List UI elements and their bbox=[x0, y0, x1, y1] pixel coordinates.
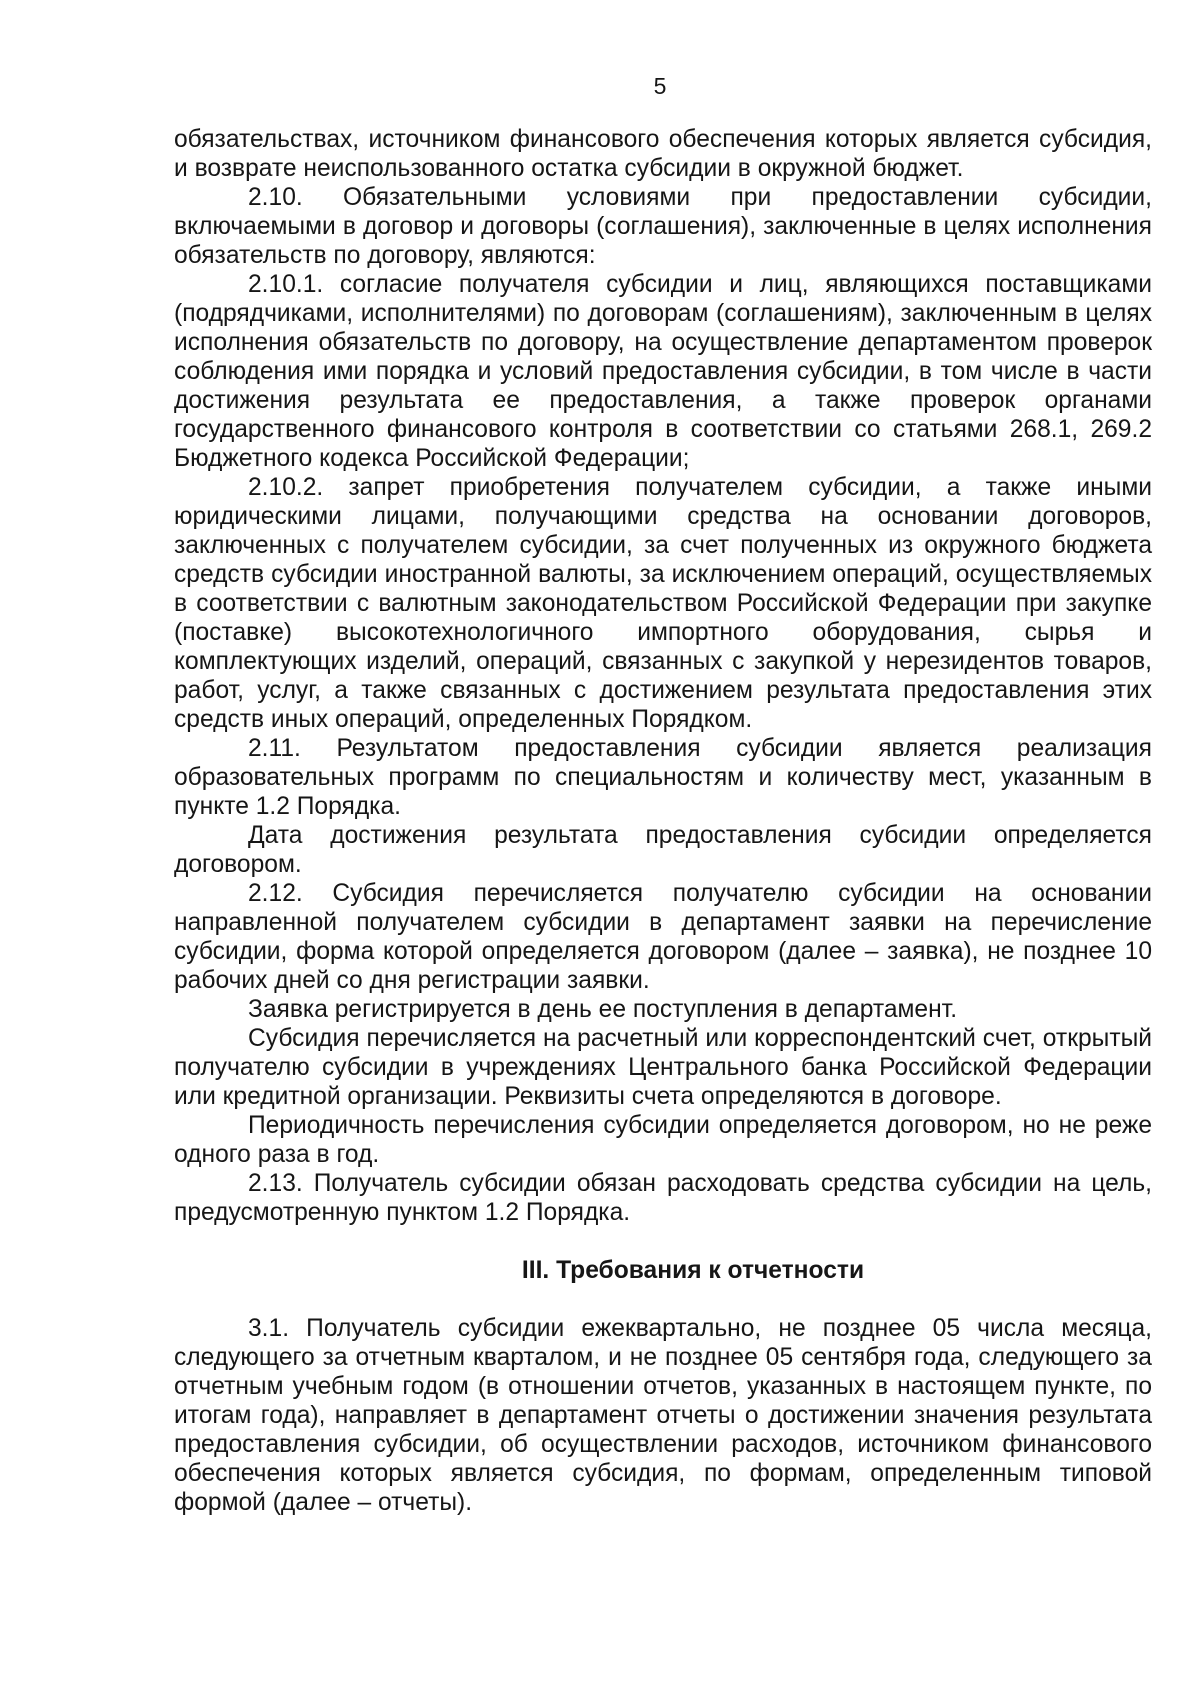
paragraph-3-1: 3.1. Получатель субсидии ежеквартально, не позднее 05 числа месяца, следующего за отчетным кварталом, и не позднее 05 сентября года, следующего за отчетным учебным годом (в отношении отчетов, указанных в настоящем пункте, по итогам года), направляет в департамент отчеты о достижении значения результата предоставления субсидии, об осуществлении расходов, источником финансового обеспечения которых является субсидия, по формам, определенным типовой формой (далее – отчеты). bbox=[174, 1315, 1152, 1516]
paragraph-result-date: Дата достижения результата предоставления субсидии определяется договором. bbox=[174, 822, 1152, 878]
paragraph-2-10-2: 2.10.2. запрет приобретения получателем субсидии, а также иными юридическими лицами, получающими средства на основании договоров, заключенных с получателем субсидии, за счет полученных из окружного бюджета средств субсидии иностранной валюты, за исключением операций, осуществляемых в соответствии с валютным законодательством Российской Федерации при закупке (поставке) высокотехнологичного импортного оборудования, сырья и комплектующих изделий, операций, связанных с закупкой у нерезидентов товаров, работ, услуг, а также связанных с достижением результата предоставления этих средств иных операций, определенных Порядком. bbox=[174, 474, 1152, 733]
paragraph-2-11: 2.11. Результатом предоставления субсидии является реализация образовательных программ по специальностям и количеству мест, указанным в пункте 1.2 Порядка. bbox=[174, 735, 1152, 820]
paragraph-account-transfer: Субсидия перечисляется на расчетный или корреспондентский счет, открытый получателю субсидии в учреждениях Центрального банка Российской Федерации или кредитной организации. Реквизиты счета определяются в договоре. bbox=[174, 1025, 1152, 1110]
page-number: 5 bbox=[653, 73, 667, 99]
paragraph-2-10: 2.10. Обязательными условиями при предоставлении субсидии, включаемыми в договор и договоры (соглашения), заключенные в целях исполнения обязательств по договору, являются: bbox=[174, 184, 1152, 269]
document-body bbox=[174, 125, 1152, 1517]
paragraph-2-10-1: 2.10.1. согласие получателя субсидии и лиц, являющихся поставщиками (подрядчиками, исполнителями) по договорам (соглашениям), заключенным в целях исполнения обязательств по договору, на осуществление департаментом проверок соблюдения ими порядка и условий предоставления субсидии, в том числе в части достижения результата ее предоставления, а также проверок органами государственного финансового контроля в соответствии со статьями 268.1, 269.2 Бюджетного кодекса Российской Федерации; bbox=[174, 271, 1152, 472]
paragraph-continuation: обязательствах, источником финансового обеспечения которых является субсидия, и возврате неиспользованного остатка субсидии в окружной бюджет. bbox=[174, 126, 1152, 182]
paragraph-transfer-frequency: Периодичность перечисления субсидии определяется договором, но не реже одного раза в год. bbox=[174, 1112, 1152, 1168]
paragraph-2-12: 2.12. Субсидия перечисляется получателю субсидии на основании направленной получателем субсидии в департамент заявки на перечисление субсидии, форма которой определяется договором (далее – заявка), не позднее 10 рабочих дней со дня регистрации заявки. bbox=[174, 880, 1152, 994]
paragraph-application-registration: Заявка регистрируется в день ее поступления в департамент. bbox=[248, 996, 958, 1023]
section-heading: III. Требования к отчетности bbox=[521, 1257, 865, 1284]
paragraph-2-13: 2.13. Получатель субсидии обязан расходовать средства субсидии на цель, предусмотренную пунктом 1.2 Порядка. bbox=[174, 1170, 1152, 1226]
